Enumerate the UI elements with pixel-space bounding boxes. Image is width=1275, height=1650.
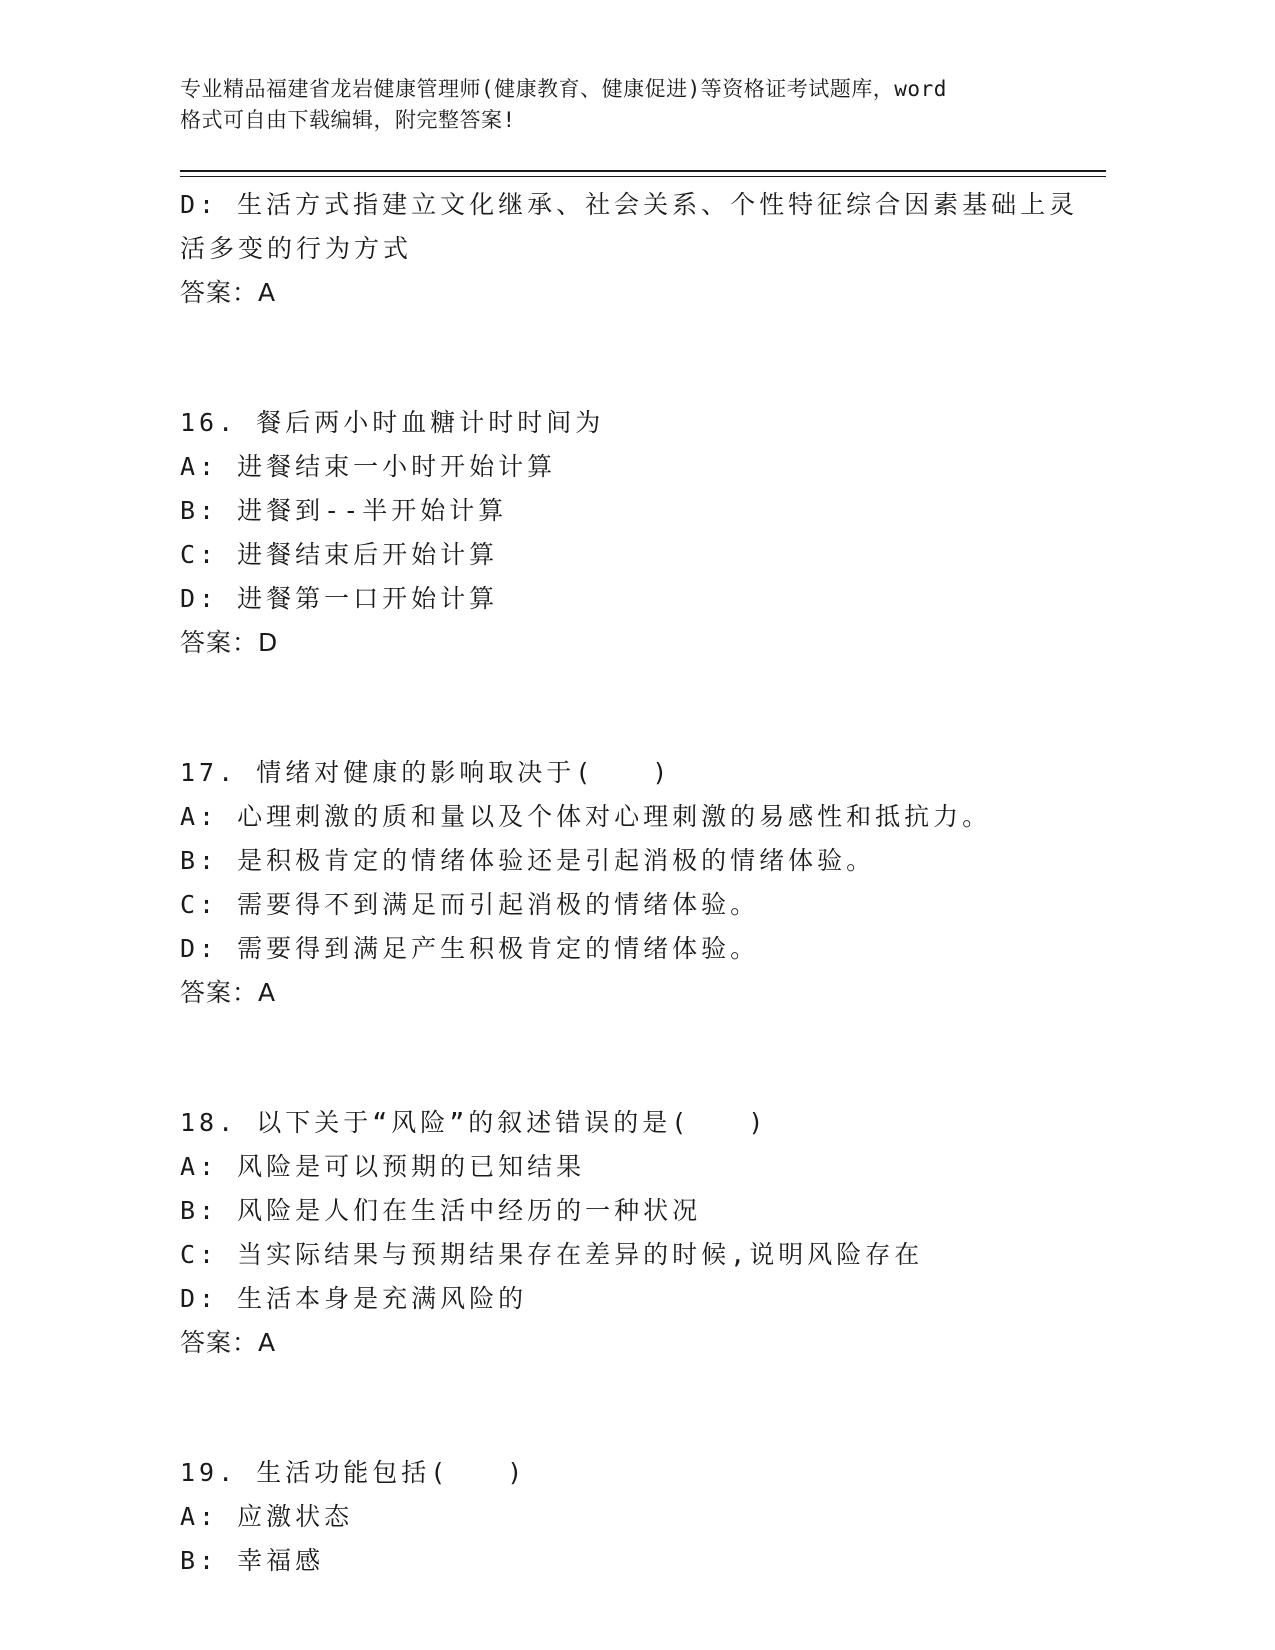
option-d: D: 进餐第一口开始计算 xyxy=(180,584,499,613)
question-title: 18. 以下关于“风险”的叙述错误的是( ) xyxy=(180,1108,768,1137)
option-c: C: 需要得不到满足而引起消极的情绪体验。 xyxy=(180,890,760,919)
option-b: B: 风险是人们在生活中经历的一种状况 xyxy=(180,1196,702,1225)
option-a: A: 心理刺激的质和量以及个体对心理刺激的易感性和抵抗力。 xyxy=(180,802,992,831)
question-19 xyxy=(180,1451,1080,1583)
header-rule-thick xyxy=(180,170,1106,172)
question-15-tail xyxy=(180,183,1080,315)
answer: 答案：A xyxy=(180,278,277,307)
option-c: C: 进餐结束后开始计算 xyxy=(180,540,499,569)
option-d-continued: 活多变的行为方式 xyxy=(180,234,413,263)
document-body xyxy=(180,183,1080,1583)
header-line-2: 格式可自由下载编辑，附完整答案! xyxy=(180,108,516,132)
question-title: 19. 生活功能包括( ) xyxy=(180,1458,527,1487)
answer: 答案：A xyxy=(180,1328,277,1357)
question-17 xyxy=(180,751,1080,1015)
option-a: A: 应激状态 xyxy=(180,1502,354,1531)
option-b: B: 进餐到--半开始计算 xyxy=(180,496,508,525)
option-a: A: 进餐结束一小时开始计算 xyxy=(180,452,557,481)
option-a: A: 风险是可以预期的已知结果 xyxy=(180,1152,586,1181)
option-d: D: 生活本身是充满风险的 xyxy=(180,1284,528,1313)
option-d: D: 生活方式指建立文化继承、社会关系、个性特征综合因素基础上灵 xyxy=(180,190,1079,219)
answer: 答案：D xyxy=(180,628,279,657)
header-rule-thin xyxy=(180,176,1106,177)
question-16 xyxy=(180,401,1080,665)
option-b: B: 幸福感 xyxy=(180,1546,325,1575)
question-18 xyxy=(180,1101,1080,1365)
option-c: C: 当实际结果与预期结果存在差异的时候,说明风险存在 xyxy=(180,1240,924,1269)
page-header xyxy=(180,74,1040,136)
header-line-1: 专业精品福建省龙岩健康管理师(健康教育、健康促进)等资格证考试题库，word xyxy=(180,77,947,101)
option-b: B: 是积极肯定的情绪体验还是引起消极的情绪体验。 xyxy=(180,846,876,875)
option-d: D: 需要得到满足产生积极肯定的情绪体验。 xyxy=(180,934,760,963)
question-title: 17. 情绪对健康的影响取决于( ) xyxy=(180,758,672,787)
answer: 答案：A xyxy=(180,978,277,1007)
question-title: 16. 餐后两小时血糖计时时间为 xyxy=(180,408,605,437)
